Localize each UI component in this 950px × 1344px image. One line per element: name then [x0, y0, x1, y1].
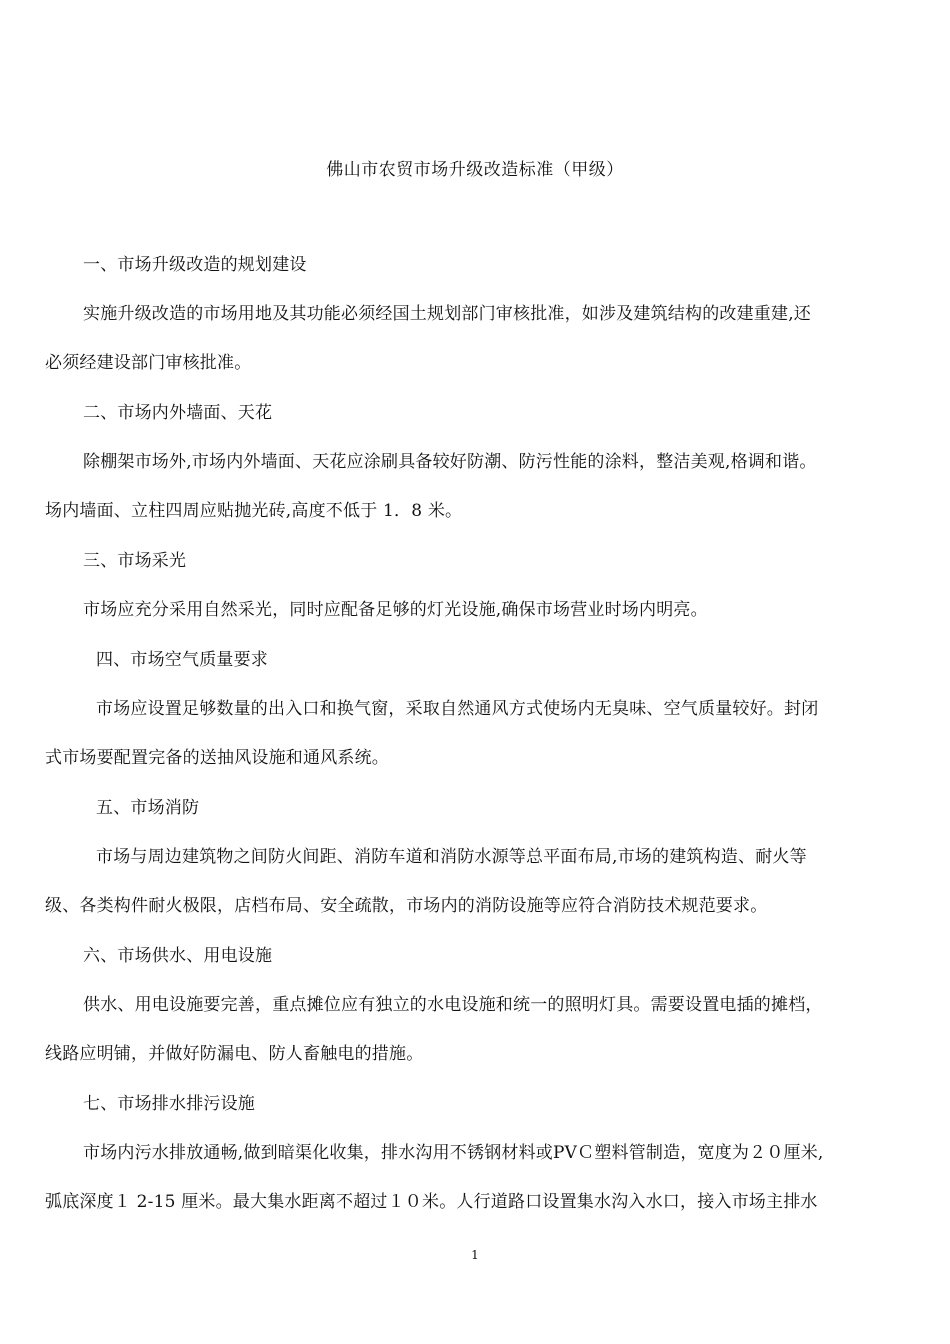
- section-heading-7: 七、市场排水排污设施: [83, 1094, 255, 1114]
- section-heading-6: 六、市场供水、用电设施: [83, 946, 273, 966]
- section-2-line-2: 场内墙面、立柱四周应贴抛光砖,高度不低于 1．8 米。: [45, 501, 463, 521]
- section-heading-4: 四、市场空气质量要求: [96, 650, 268, 670]
- page-number: 1: [471, 1248, 479, 1262]
- section-6-line-1: 供水、用电设施要完善，重点摊位应有独立的水电设施和统一的照明灯具。需要设置电插的摊档，: [83, 995, 823, 1015]
- section-5-line-1: 市场与周边建筑物之间防火间距、消防车道和消防水源等总平面布局,市场的建筑构造、耐火等: [96, 847, 807, 867]
- document-title: 佛山市农贸市场升级改造标准（甲级）: [326, 160, 624, 180]
- section-4-line-2: 式市场要配置完备的送抽风设施和通风系统。: [45, 748, 389, 768]
- section-4-line-1: 市场应设置足够数量的出入口和换气窗，采取自然通风方式使场内无臭味、空气质量较好。封闭: [96, 699, 819, 719]
- section-7-line-2: 弧底深度１ 2-15 厘米。最大集水距离不超过１０米。人行道路口设置集水沟入水口，接入市场主排水: [45, 1192, 818, 1212]
- section-heading-5: 五、市场消防: [96, 798, 200, 818]
- section-7-line-1: 市场内污水排放通畅,做到暗渠化收集，排水沟用不锈钢材料或PVＣ塑料管制造，宽度为２０厘米,: [83, 1143, 824, 1163]
- section-6-line-2: 线路应明铺，并做好防漏电、防人畜触电的措施。: [45, 1044, 424, 1064]
- section-heading-1: 一、市场升级改造的规划建设: [83, 255, 307, 275]
- section-3-line-1: 市场应充分采用自然采光，同时应配备足够的灯光设施,确保市场营业时场内明亮。: [83, 600, 708, 620]
- section-5-line-2: 级、各类构件耐火极限，店档布局、安全疏散，市场内的消防设施等应符合消防技术规范要求。: [45, 896, 768, 916]
- section-1-line-2: 必须经建设部门审核批准。: [45, 353, 252, 373]
- section-heading-3: 三、市场采光: [83, 551, 187, 571]
- section-2-line-1: 除棚架市场外,市场内外墙面、天花应涂刷具备较好防潮、防污性能的涂料，整洁美观,格调和谐。: [83, 452, 817, 472]
- section-1-line-1: 实施升级改造的市场用地及其功能必须经国土规划部门审核批准，如涉及建筑结构的改建重建,还: [83, 304, 812, 324]
- section-heading-2: 二、市场内外墙面、天花: [83, 403, 273, 423]
